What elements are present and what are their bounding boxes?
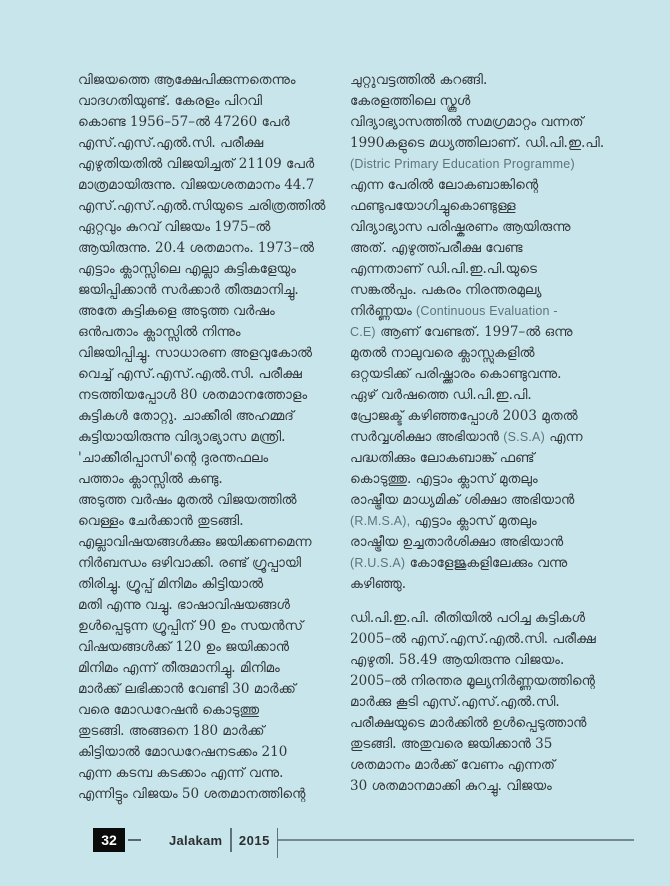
malayalam-text-segment: രാഷ്ട്രീയ ഉച്ചതാർശിക്ഷാ അഭിയാൻ xyxy=(350,534,564,550)
text-line xyxy=(78,280,336,301)
text-line xyxy=(350,511,608,532)
malayalam-text-segment: എല്ലാവിഷയങ്ങൾക്കും ജയിക്കണമെന്ന xyxy=(78,534,312,550)
text-line xyxy=(350,629,608,650)
malayalam-text-segment: 'ചാക്കീരിപ്പാസി'ന്റെ ദുരന്തഫലം xyxy=(78,450,269,466)
text-line xyxy=(78,364,336,385)
text-line xyxy=(350,196,608,217)
text-line xyxy=(78,385,336,406)
text-line xyxy=(350,713,608,734)
text-line xyxy=(350,734,608,755)
text-line xyxy=(350,301,608,322)
left-column xyxy=(78,70,336,805)
malayalam-text-segment: ഡി.പി.ഇ.പി. രീതിയിൽ പഠിച്ച കുട്ടികൾ xyxy=(350,610,586,626)
malayalam-text-segment: മാർക്ക് ലഭിക്കാൻ വേണ്ടി 30 മാർക്ക് xyxy=(78,681,296,697)
malayalam-text-segment: 1990കളുടെ മധ്യത്തിലാണ്. ഡി.പി.ഇ.പി. xyxy=(350,135,605,151)
malayalam-text-segment: പത്താം ക്ലാസ്സിൽ കണ്ടു. xyxy=(78,471,223,487)
malayalam-text-segment: കുട്ടിയായിരുന്നു വിദ്യാഭ്യാസ മന്ത്രി. xyxy=(78,429,286,445)
malayalam-text-segment: എന്ന xyxy=(544,429,583,445)
malayalam-text-segment: ഒറ്റയടിക്ക് പരിഷ്ക്കാരം കൊണ്ടുവന്നു. xyxy=(350,366,562,382)
text-line xyxy=(350,650,608,671)
text-line xyxy=(78,322,336,343)
malayalam-text-segment: മിനിമം എന്ന് തീരുമാനിച്ചു. മിനിമം xyxy=(78,660,280,676)
text-line xyxy=(350,427,608,448)
footer-divider xyxy=(277,828,279,858)
malayalam-text-segment: ചുറ്റുവട്ടത്തിൽ കറങ്ങി. xyxy=(350,72,488,88)
text-line xyxy=(350,217,608,238)
text-line xyxy=(350,406,608,427)
malayalam-text-segment: എസ്.എസ്.എൽ.സി. പരീക്ഷ xyxy=(78,135,264,151)
malayalam-text-segment: 2005–ൽ നിരന്തര മൂല്യനിർണ്ണയത്തിന്റെ xyxy=(350,673,595,689)
text-line xyxy=(78,784,336,805)
text-line xyxy=(78,490,336,511)
text-line xyxy=(78,574,336,595)
malayalam-text-segment: അതേ കുട്ടികളെ അടുത്ത വർഷം xyxy=(78,303,275,319)
text-line xyxy=(350,112,608,133)
latin-text-segment: C.E) xyxy=(350,325,376,339)
malayalam-text-segment: വിജയത്തെ ആക്ഷേപിക്കുന്നതെന്നും xyxy=(78,72,296,88)
malayalam-text-segment: ഏറ്റവും കുറവ് വിജയം 1975–ൽ xyxy=(78,219,271,235)
text-line xyxy=(78,238,336,259)
text-line xyxy=(78,742,336,763)
text-line xyxy=(78,658,336,679)
text-line xyxy=(78,406,336,427)
malayalam-text-segment: മതി എന്നു വച്ചു. ഭാഷാവിഷയങ്ങൾ xyxy=(78,597,290,613)
malayalam-text-segment: എന്ന കടമ്പ കടക്കാം എന്ന് വന്നു. xyxy=(78,765,284,781)
text-line xyxy=(350,343,608,364)
text-line xyxy=(350,532,608,553)
malayalam-text-segment: അത്. എഴുത്ത്പരീക്ഷ വേണ്ട xyxy=(350,240,523,256)
malayalam-text-segment: എന്നതാണ് ഡി.പി.ഇ.പി.യുടെ xyxy=(350,261,537,277)
text-line xyxy=(78,70,336,91)
latin-text-segment: (R.M.S.A), xyxy=(350,514,411,528)
malayalam-text-segment: എന്നിട്ടും വിജയം 50 ശതമാനത്തിന്റെ xyxy=(78,786,306,802)
latin-text-segment: (Distric Primary Education Programme) xyxy=(350,157,575,171)
text-line xyxy=(78,448,336,469)
text-line xyxy=(350,671,608,692)
latin-text-segment: (Continuous Evaluation - xyxy=(416,304,558,318)
text-line xyxy=(78,91,336,112)
malayalam-text-segment: കേരളത്തിലെ സ്കൂൾ xyxy=(350,93,471,109)
text-line xyxy=(350,280,608,301)
malayalam-text-segment: മാത്രമായിരുന്നു. വിജയശതമാനം 44.7 xyxy=(78,177,315,193)
malayalam-text-segment: തിരിച്ചു. ഗ്രൂപ്പ് മിനിമം കിട്ടിയാൽ xyxy=(78,576,264,592)
text-line xyxy=(78,217,336,238)
malayalam-text-segment: 2005–ൽ എസ്.എസ്.എൽ.സി. പരീക്ഷ xyxy=(350,631,596,647)
text-line xyxy=(350,322,608,343)
text-line xyxy=(350,385,608,406)
malayalam-text-segment: ശതമാനം മാർക്ക് വേണം എന്നത് xyxy=(350,757,555,773)
malayalam-text-segment: 30 ശതമാനമാക്കി കുറച്ചു. വിജയം xyxy=(350,778,552,794)
malayalam-text-segment: വിജയിപ്പിച്ചു. സാധാരണ അളവുകോൽ xyxy=(78,345,313,361)
malayalam-text-segment: പ്രോജക്ട് കഴിഞ്ഞപ്പോൾ 2003 മുതൽ xyxy=(350,408,578,424)
latin-text-segment: (S.S.A) xyxy=(503,430,545,444)
malayalam-text-segment: എട്ടാം ക്ലാസ്സിലെ എല്ലാ കുട്ടികളേയും xyxy=(78,261,296,277)
malayalam-text-segment: വിദ്യാഭ്യാസത്തിൽ സമഗ്രമാറ്റം വന്നത് xyxy=(350,114,584,130)
text-line xyxy=(78,175,336,196)
malayalam-text-segment: കിട്ടിയാൽ മോഡറേഷനടക്കം 210 xyxy=(78,744,288,760)
text-line xyxy=(78,511,336,532)
malayalam-text-segment: നിർബന്ധം ഒഴിവാക്കി. രണ്ട് ഗ്രൂപ്പായി xyxy=(78,555,302,571)
text-line xyxy=(78,700,336,721)
page-number-badge xyxy=(93,828,125,852)
malayalam-text-segment: ജയിപ്പിക്കാൻ സർക്കാർ തീരുമാനിച്ചു. xyxy=(78,282,299,298)
text-line xyxy=(78,532,336,553)
malayalam-text-segment: ആയിരുന്നു. 20.4 ശതമാനം. 1973–ൽ xyxy=(78,240,315,256)
article-body xyxy=(78,70,608,805)
malayalam-text-segment: കഴിഞ്ഞു. xyxy=(350,576,407,592)
malayalam-text-segment: വിദ്യാഭ്യാസ പരിഷ്കരണം ആയിരുന്നു xyxy=(350,219,571,235)
text-line xyxy=(78,154,336,175)
text-line xyxy=(78,763,336,784)
text-line xyxy=(78,721,336,742)
malayalam-text-segment: വരെ മോഡറേഷൻ കൊടുത്തു xyxy=(78,702,260,718)
text-line xyxy=(350,490,608,511)
malayalam-text-segment: സർവ്വശിക്ഷാ അഭിയാൻ xyxy=(350,429,504,445)
malayalam-text-segment: പരീക്ഷയുടെ മാർക്കിൽ ഉൾപ്പെടുത്താൻ xyxy=(350,715,587,731)
text-line xyxy=(350,133,608,154)
text-line xyxy=(350,448,608,469)
text-line xyxy=(78,133,336,154)
text-line xyxy=(350,175,608,196)
text-line xyxy=(78,553,336,574)
page-footer xyxy=(93,825,634,855)
malayalam-text-segment: കുട്ടികൾ തോറ്റു. ചാക്കീരി അഹമ്മദ് xyxy=(78,408,294,424)
text-line xyxy=(78,343,336,364)
malayalam-text-segment: എട്ടാം ക്ലാസ് മുതലും xyxy=(410,513,537,529)
malayalam-text-segment: നിർണ്ണയം xyxy=(350,303,417,319)
text-line xyxy=(78,301,336,322)
malayalam-text-segment: എഴുതി. 58.49 ആയിരുന്നു വിജയം. xyxy=(350,652,565,668)
text-line xyxy=(350,469,608,490)
footer-divider xyxy=(230,828,232,852)
malayalam-text-segment: ഫണ്ടുപയോഗിച്ചുകൊണ്ടുള്ള xyxy=(350,198,516,214)
text-line xyxy=(78,427,336,448)
malayalam-text-segment: മുതൽ നാലുവരെ ക്ലാസ്സുകളിൽ xyxy=(350,345,535,361)
malayalam-text-segment: വാദഗതിയുണ്ട്. കേരളം പിറവി xyxy=(78,93,262,109)
malayalam-text-segment: തുടങ്ങി. അതുവരെ ജയിക്കാൻ 35 xyxy=(350,736,553,752)
text-line xyxy=(78,616,336,637)
malayalam-text-segment: ഒൻപതാം ക്ലാസ്സിൽ നിന്നും xyxy=(78,324,241,340)
malayalam-text-segment: എന്ന പേരിൽ ലോകബാങ്കിന്റെ xyxy=(350,177,539,193)
issue-year: 2015 xyxy=(238,832,270,848)
text-line xyxy=(350,70,608,91)
page-number: 32 xyxy=(101,832,117,848)
malayalam-text-segment: വെള്ളം ചേർക്കാൻ തുടങ്ങി. xyxy=(78,513,244,529)
text-line xyxy=(78,196,336,217)
malayalam-text-segment: ഏഴ് വർഷത്തെ ഡി.പി.ഇ.പി. xyxy=(350,387,532,403)
text-line xyxy=(350,91,608,112)
text-line xyxy=(78,637,336,658)
malayalam-text-segment: നടത്തിയപ്പോൾ 80 ശതമാനത്തോളം xyxy=(78,387,308,403)
malayalam-text-segment: സങ്കൽപ്പം. പകരം നിരന്തരമുല്യ xyxy=(350,282,542,298)
text-line xyxy=(350,553,608,574)
malayalam-text-segment: എസ്.എസ്.എൽ.സിയുടെ ചരിത്രത്തിൽ xyxy=(78,198,326,214)
footer-rule xyxy=(278,839,634,841)
text-line xyxy=(350,154,608,175)
text-line xyxy=(350,364,608,385)
malayalam-text-segment: കൊടുത്തു. എട്ടാം ക്ലാസ് മുതലും xyxy=(350,471,538,487)
text-line xyxy=(350,238,608,259)
malayalam-text-segment: ഉൾപ്പെടുന്ന ഗ്രൂപ്പിന് 90 ഉം സയൻസ് xyxy=(78,618,304,634)
text-line xyxy=(350,574,608,595)
malayalam-text-segment: രാഷ്ട്രീയ മാധ്യമിക് ശിക്ഷാ അഭിയാൻ xyxy=(350,492,575,508)
text-line xyxy=(350,755,608,776)
text-line xyxy=(78,595,336,616)
latin-text-segment: (R.U.S.A) xyxy=(350,556,406,570)
malayalam-text-segment: കൊണ്ട 1956–57–ൽ 47260 പേർ xyxy=(78,114,290,130)
text-line xyxy=(78,679,336,700)
malayalam-text-segment: തുടങ്ങി. അങ്ങനെ 180 മാർക്ക് xyxy=(78,723,265,739)
malayalam-text-segment: പദ്ധതിക്കും ലോകബാങ്ക് ഫണ്ട് xyxy=(350,450,535,466)
malayalam-text-segment: ആണ് വേണ്ടത്. 1997–ൽ ഒന്നു xyxy=(375,324,573,340)
malayalam-text-segment: അടുത്ത വർഷം മുതൽ വിജയത്തിൽ xyxy=(78,492,297,508)
malayalam-text-segment: കോളേജുകളിലേക്കും വന്നു xyxy=(405,555,568,571)
malayalam-text-segment: എഴുതിയതിൽ വിജയിച്ചത് 21109 പേർ xyxy=(78,156,315,172)
right-column xyxy=(350,70,608,805)
malayalam-text-segment: മാർക്കു കൂടി എസ്.എസ്.എൽ.സി. xyxy=(350,694,560,710)
text-line xyxy=(350,692,608,713)
text-line xyxy=(350,259,608,280)
malayalam-text-segment: വെച്ച് എസ്.എസ്.എൽ.സി. പരീക്ഷ xyxy=(78,366,302,382)
paragraph-gap xyxy=(350,595,608,608)
text-line xyxy=(78,112,336,133)
text-line xyxy=(350,776,608,797)
text-line xyxy=(78,469,336,490)
magazine-name: Jalakam xyxy=(169,832,223,848)
malayalam-text-segment: വിഷയങ്ങൾക്ക് 120 ഉം ജയിക്കാൻ xyxy=(78,639,290,655)
text-line xyxy=(78,259,336,280)
footer-dash xyxy=(128,839,141,841)
text-line xyxy=(350,608,608,629)
